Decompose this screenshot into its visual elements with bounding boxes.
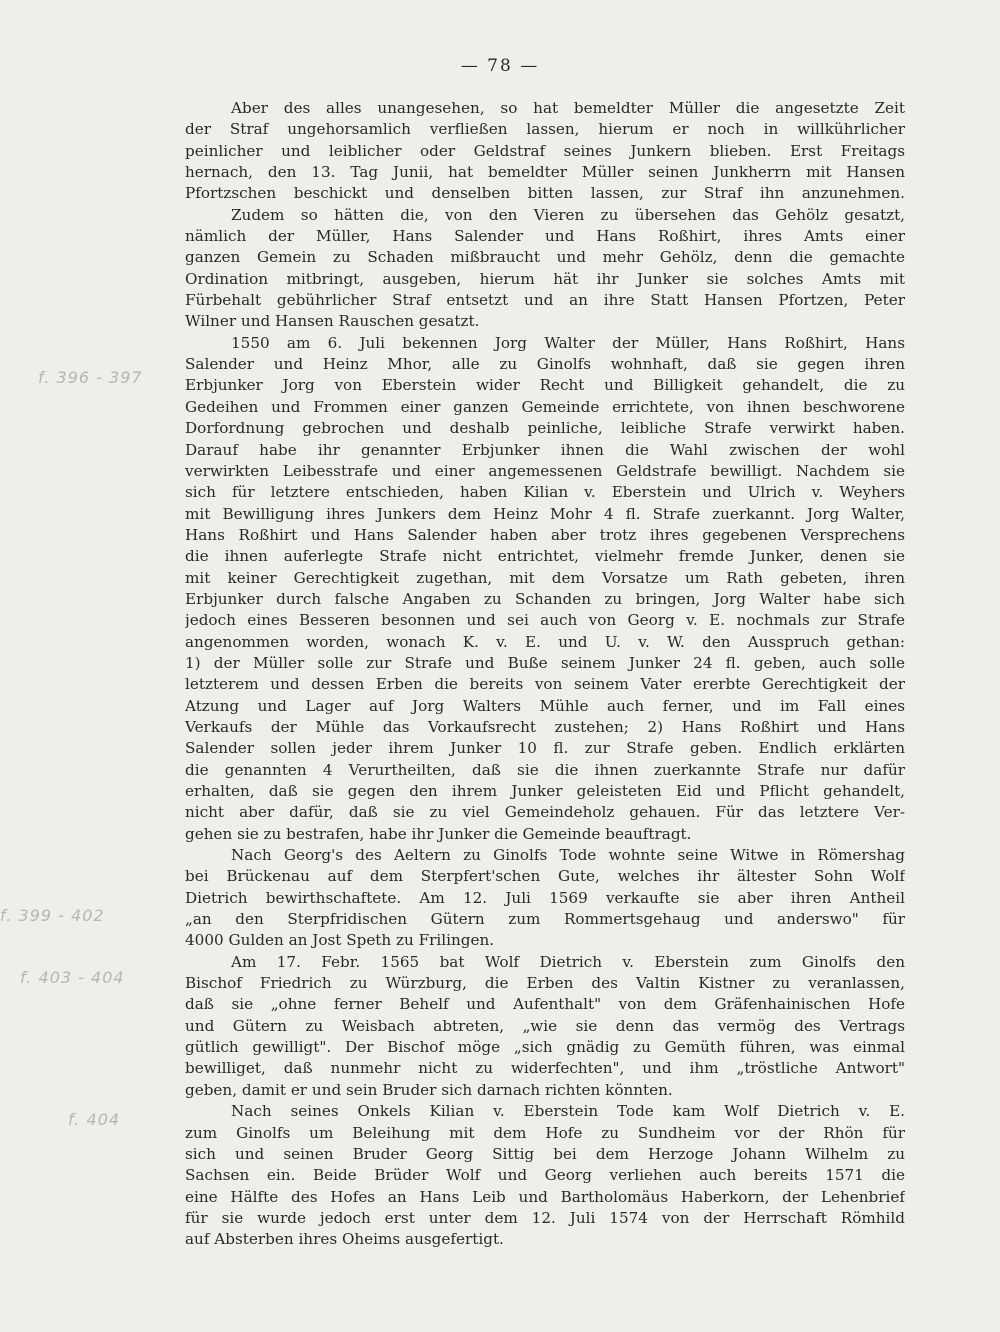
text-line: mit Bewilligung ihres Junkers dem Heinz Mohr 4 fl. Strafe zuerkannt. Jorg Walter,	[185, 504, 905, 523]
text-line: Zudem so hätten die, von den Vieren zu übersehen das Gehölz gesatzt,	[231, 205, 905, 224]
text-line: Darauf habe ihr genannter Erbjunker ihnen die Wahl zwischen der wohl	[185, 440, 905, 459]
text-line: Ordination mitbringt, ausgeben, hierum hät ihr Junker sie solches Amts mit	[185, 269, 905, 288]
text-line: sich und seinen Bruder Georg Sittig bei dem Herzoge Johann Wilhelm zu	[185, 1144, 905, 1163]
page-number: — 78 —	[460, 56, 540, 76]
text-line: Am 17. Febr. 1565 bat Wolf Dietrich v. Eberstein zum Ginolfs den	[231, 952, 905, 971]
text-line: Nach Georg's des Aeltern zu Ginolfs Tode wohnte seine Witwe in Römershag	[231, 846, 905, 865]
text-line: Fürbehalt gebührlicher Straf entsetzt und an ihre Statt Hansen Pfortzen, Peter	[185, 291, 905, 310]
text-line: hernach, den 13. Tag Junii, hat bemeldter Müller seinen Junkherrn mit Hansen	[185, 163, 905, 182]
text-line: Wilner und Hansen Rauschen gesatzt.	[185, 312, 480, 331]
text-line: letzterem und dessen Erben die bereits von seinem Vater ererbte Gerechtigkeit der	[185, 675, 905, 694]
text-line: gehen sie zu bestrafen, habe ihr Junker die Gemeinde beauftragt.	[185, 824, 692, 843]
text-line: „an den Sterpfridischen Gütern zum Rommertsgehaug und anderswo" für	[185, 910, 905, 929]
text-line: Dorfordnung gebrochen und deshalb peinliche, leibliche Strafe verwirkt haben.	[185, 419, 905, 438]
text-line: Sachsen ein. Beide Brüder Wolf und Georg verliehen auch bereits 1571 die	[185, 1166, 905, 1185]
body-text	[185, 98, 905, 1251]
text-line: Hans Roßhirt und Hans Salender haben aber trotz ihres gegebenen Versprechens	[185, 525, 905, 544]
text-line: Aber des alles unangesehen, so hat bemeldter Müller die angesetzte Zeit	[231, 99, 905, 117]
text-line: die ihnen auferlegte Strafe nicht entrichtet, vielmehr fremde Junker, denen sie	[185, 547, 905, 566]
text-line: Pfortzschen beschickt und denselben bitten lassen, zur Straf ihn anzunehmen.	[185, 184, 905, 203]
text-line: 4000 Gulden an Jost Speth zu Frilingen.	[185, 931, 495, 950]
text-line: 1550 am 6. Juli bekennen Jorg Walter der Müller, Hans Roßhirt, Hans	[231, 333, 905, 352]
margin-note: f. 399 - 402	[0, 906, 105, 925]
text-line: zum Ginolfs um Beleihung mit dem Hofe zu Sundheim vor der Rhön für	[185, 1123, 905, 1142]
text-line: Nach seines Onkels Kilian v. Eberstein Tode kam Wolf Dietrich v. E.	[231, 1102, 905, 1121]
text-line: peinlicher und leiblicher oder Geldstraf seines Junkern blieben. Erst Freitags	[185, 141, 905, 160]
text-line: verwirkten Leibesstrafe und einer angemessenen Geldstrafe bewilligt. Nachdem sie	[185, 461, 905, 480]
text-line: mit keiner Gerechtigkeit zugethan, mit dem Vorsatze um Rath gebeten, ihren	[185, 568, 905, 587]
text-line: Salender sollen jeder ihrem Junker 10 fl. zur Strafe geben. Endlich erklärten	[185, 739, 905, 758]
text-line: Atzung und Lager auf Jorg Walters Mühle auch ferner, und im Fall eines	[185, 696, 905, 715]
text-line: die genannten 4 Verurtheilten, daß sie die ihnen zuerkannte Strafe nur dafür	[185, 760, 905, 779]
text-line: erhalten, daß sie gegen den ihrem Junker geleisteten Eid und Pflicht gehandelt,	[185, 782, 905, 800]
text-line: ganzen Gemein zu Schaden mißbraucht und mehr Gehölz, denn die gemachte	[185, 248, 905, 267]
margin-note: f. 403 - 404	[20, 968, 125, 987]
text-line: Bischof Friedrich zu Würzburg, die Erben des Valtin Kistner zu veranlassen,	[185, 974, 905, 993]
text-line: für sie wurde jedoch erst unter dem 12. Juli 1574 von der Herrschaft Römhild	[185, 1208, 905, 1227]
text-line: 1) der Müller solle zur Strafe und Buße seinem Junker 24 fl. geben, auch solle	[185, 653, 905, 672]
text-line: Salender und Heinz Mhor, alle zu Ginolfs wohnhaft, daß sie gegen ihren	[185, 355, 905, 374]
margin-note: f. 396 - 397	[38, 368, 143, 387]
text-line: geben, damit er und sein Bruder sich darnach richten könnten.	[185, 1080, 673, 1099]
margin-note: f. 404	[68, 1110, 121, 1129]
text-line: daß sie „ohne ferner Behelf und Aufenthalt" von dem Gräfenhainischen Hofe	[185, 995, 905, 1014]
text-line: gütlich gewilligt". Der Bischof möge „sich gnädig zu Gemüth führen, was einmal	[185, 1038, 905, 1057]
text-line: sich für letztere entschieden, haben Kilian v. Eberstein und Ulrich v. Weyhers	[185, 483, 905, 502]
text-line: angenommen worden, wonach K. v. E. und U. v. W. den Ausspruch gethan:	[185, 632, 905, 651]
text-line: Dietrich bewirthschaftete. Am 12. Juli 1569 verkaufte sie aber ihren Antheil	[185, 888, 905, 907]
text-line: jedoch eines Besseren besonnen und sei auch von Georg v. E. nochmals zur Strafe	[185, 611, 905, 630]
text-line: und Gütern zu Weisbach abtreten, „wie sie denn das vermög des Vertrags	[185, 1016, 905, 1035]
text-line: nämlich der Müller, Hans Salender und Hans Roßhirt, ihres Amts einer	[185, 227, 905, 246]
text-line: Erbjunker durch falsche Angaben zu Schanden zu bringen, Jorg Walter habe sich	[185, 589, 905, 608]
text-line: nicht aber dafür, daß sie zu viel Gemeindeholz gehauen. Für das letztere Ver-	[185, 803, 905, 822]
text-line: Erbjunker Jorg von Eberstein wider Recht und Billigkeit gehandelt, die zu	[185, 376, 905, 395]
text-line: bewilliget, daß nunmehr nicht zu widerfechten", und ihm „tröstliche Antwort"	[185, 1059, 905, 1078]
text-line: Verkaufs der Mühle das Vorkaufsrecht zustehen; 2) Hans Roßhirt und Hans	[185, 717, 905, 736]
text-line: bei Brückenau auf dem Sterpfert'schen Gute, welches ihr ältester Sohn Wolf	[185, 867, 905, 886]
text-line: der Straf ungehorsamlich verfließen lassen, hierum er noch in willkührlicher	[185, 120, 905, 139]
text-line: auf Absterben ihres Oheims ausgefertigt.	[185, 1230, 504, 1249]
text-line: Gedeihen und Frommen einer ganzen Gemeinde errichtete, von ihnen beschworene	[185, 397, 905, 416]
text-line: eine Hälfte des Hofes an Hans Leib und Bartholomäus Haberkorn, der Lehenbrief	[185, 1187, 905, 1206]
